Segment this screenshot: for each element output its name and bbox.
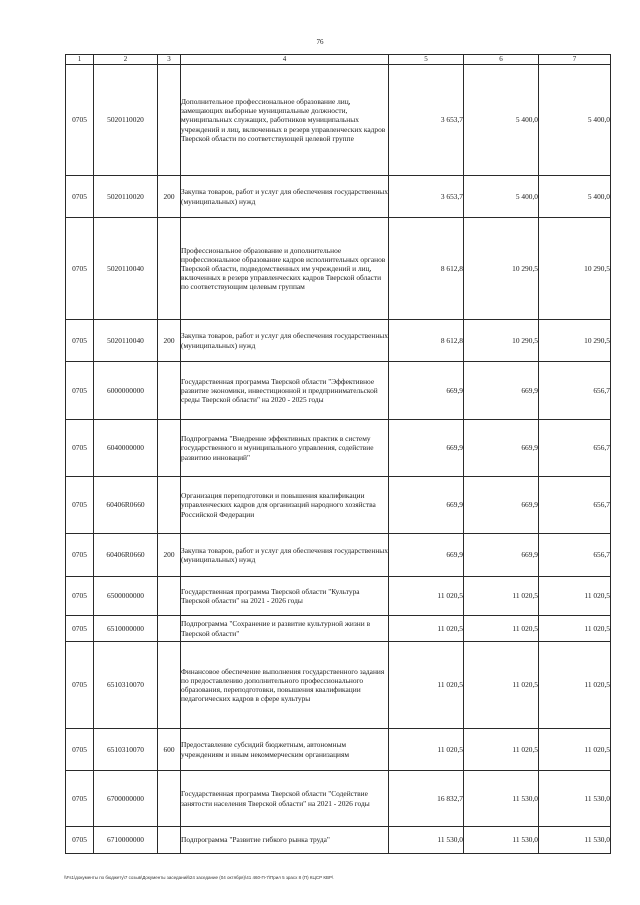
amount-col7: 656,7: [539, 362, 611, 420]
table-row: [66, 176, 611, 218]
col-header-5: 5: [389, 55, 464, 65]
table-row: [66, 420, 611, 477]
amount-col5: 8 612,8: [389, 320, 464, 362]
amount-col7: 11 020,5: [539, 642, 611, 729]
amount-col5: 669,9: [389, 362, 464, 420]
expense-type: [158, 218, 181, 320]
target-code: 5020110040: [94, 320, 158, 362]
item-name: Дополнительное профессиональное образование лиц, замещающих выборные муниципальные должности, муниципальных служащих, работников муниципальных учреждений и лиц, включенных в резерв управленческих кадров Тверской области по соответствующей целевой группе: [181, 65, 389, 176]
expense-type: [158, 65, 181, 176]
amount-col5: 669,9: [389, 420, 464, 477]
section-code: 0705: [66, 616, 94, 642]
amount-col6: 11 530,0: [464, 771, 539, 827]
expense-type: 200: [158, 176, 181, 218]
page-number: 76: [316, 38, 324, 46]
budget-table: [65, 54, 611, 854]
amount-col6: 10 290,5: [464, 218, 539, 320]
table-row: [66, 642, 611, 729]
target-code: 6510310070: [94, 729, 158, 771]
amount-col6: 5 400,0: [464, 65, 539, 176]
amount-col6: 11 020,5: [464, 642, 539, 729]
col-header-2: 2: [94, 55, 158, 65]
target-code: 6500000000: [94, 577, 158, 616]
col-header-3: 3: [158, 55, 181, 65]
item-name: Профессиональное образование и дополнительное профессиональное образование кадров исполнительных органов Тверской области, подведомственных им учреждений и лиц, включенных в резерв управленческих кадров Тверской области по соответствующим целевым группам: [181, 218, 389, 320]
amount-col7: 11 530,0: [539, 827, 611, 854]
expense-type: [158, 616, 181, 642]
amount-col6: 11 020,5: [464, 616, 539, 642]
table-row: [66, 65, 611, 176]
amount-col6: 5 400,0: [464, 176, 539, 218]
target-code: 6510310070: [94, 642, 158, 729]
amount-col7: 656,7: [539, 477, 611, 534]
amount-col5: 11 020,5: [389, 642, 464, 729]
expense-type: 200: [158, 320, 181, 362]
file-path-footer: \\Fs1\документы по бюджету\7 созыв\Документы заседаний\24 заседание (04 октября)\41 460-П-7\Прил 5 зрасх 8 (П) КЦСР КВР\: [64, 875, 334, 880]
item-name: Подпрограмма "Развитие гибкого рынка труда": [181, 827, 389, 854]
amount-col5: 11 020,5: [389, 577, 464, 616]
expense-type: 200: [158, 534, 181, 577]
table-row: [66, 577, 611, 616]
section-code: 0705: [66, 534, 94, 577]
table-row: [66, 729, 611, 771]
table-row: [66, 827, 611, 854]
expense-type: [158, 362, 181, 420]
target-code: 60406R0660: [94, 534, 158, 577]
amount-col5: 11 020,5: [389, 729, 464, 771]
col-header-6: 6: [464, 55, 539, 65]
expense-type: [158, 771, 181, 827]
amount-col5: 3 653,7: [389, 65, 464, 176]
table-header-row: [66, 55, 611, 65]
target-code: 6040000000: [94, 420, 158, 477]
section-code: 0705: [66, 827, 94, 854]
item-name: Закупка товаров, работ и услуг для обеспечения государственных (муниципальных) нужд: [181, 534, 389, 577]
table-row: [66, 362, 611, 420]
section-code: 0705: [66, 362, 94, 420]
target-code: 5020110020: [94, 176, 158, 218]
target-code: 5020110040: [94, 218, 158, 320]
expense-type: [158, 827, 181, 854]
target-code: 60406R0660: [94, 477, 158, 534]
amount-col6: 11 020,5: [464, 729, 539, 771]
table-row: [66, 477, 611, 534]
section-code: 0705: [66, 420, 94, 477]
item-name: Государственная программа Тверской области "Содействие занятости населения Тверской области" на 2021 - 2026 годы: [181, 771, 389, 827]
table-row: [66, 534, 611, 577]
amount-col6: 669,9: [464, 477, 539, 534]
amount-col5: 11 020,5: [389, 616, 464, 642]
item-name: Закупка товаров, работ и услуг для обеспечения государственных (муниципальных) нужд: [181, 176, 389, 218]
section-code: 0705: [66, 577, 94, 616]
section-code: 0705: [66, 729, 94, 771]
section-code: 0705: [66, 320, 94, 362]
amount-col7: 11 020,5: [539, 577, 611, 616]
amount-col7: 656,7: [539, 420, 611, 477]
amount-col7: 11 530,0: [539, 771, 611, 827]
section-code: 0705: [66, 218, 94, 320]
amount-col6: 11 530,0: [464, 827, 539, 854]
section-code: 0705: [66, 477, 94, 534]
col-header-4: 4: [181, 55, 389, 65]
amount-col5: 16 832,7: [389, 771, 464, 827]
amount-col7: 11 020,5: [539, 729, 611, 771]
amount-col7: 10 290,5: [539, 218, 611, 320]
amount-col5: 8 612,8: [389, 218, 464, 320]
amount-col6: 669,9: [464, 534, 539, 577]
item-name: Организация переподготовки и повышения квалификации управленческих кадров для организаций народного хозяйства Российской Федерации: [181, 477, 389, 534]
table-row: [66, 320, 611, 362]
amount-col6: 10 290,5: [464, 320, 539, 362]
table-row: [66, 616, 611, 642]
item-name: Государственная программа Тверской области "Культура Тверской области" на 2021 - 2026 годы: [181, 577, 389, 616]
amount-col5: 11 530,0: [389, 827, 464, 854]
target-code: 6510000000: [94, 616, 158, 642]
amount-col5: 669,9: [389, 477, 464, 534]
target-code: 5020110020: [94, 65, 158, 176]
target-code: 6000000000: [94, 362, 158, 420]
expense-type: [158, 642, 181, 729]
amount-col5: 3 653,7: [389, 176, 464, 218]
col-header-1: 1: [66, 55, 94, 65]
item-name: Подпрограмма "Внедрение эффективных практик в систему государственного и муниципального управления, содействие развитию инноваций": [181, 420, 389, 477]
target-code: 6710000000: [94, 827, 158, 854]
section-code: 0705: [66, 65, 94, 176]
amount-col6: 11 020,5: [464, 577, 539, 616]
expense-type: 600: [158, 729, 181, 771]
expense-type: [158, 577, 181, 616]
item-name: Предоставление субсидий бюджетным, автономным учреждениям и иным некоммерческим организациям: [181, 729, 389, 771]
amount-col6: 669,9: [464, 362, 539, 420]
amount-col7: 5 400,0: [539, 65, 611, 176]
amount-col6: 669,9: [464, 420, 539, 477]
amount-col7: 656,7: [539, 534, 611, 577]
table-row: [66, 771, 611, 827]
item-name: Финансовое обеспечение выполнения государственного задания по предоставлению дополнительного профессионального образования, переподготовки, повышения квалификации педагогических кадров в сфере культуры: [181, 642, 389, 729]
item-name: Государственная программа Тверской области "Эффективное развитие экономики, инвестиционной и предпринимательской среды Тверской области" на 2020 - 2025 годы: [181, 362, 389, 420]
section-code: 0705: [66, 176, 94, 218]
col-header-7: 7: [539, 55, 611, 65]
target-code: 6700000000: [94, 771, 158, 827]
expense-type: [158, 420, 181, 477]
section-code: 0705: [66, 642, 94, 729]
amount-col7: 5 400,0: [539, 176, 611, 218]
amount-col5: 669,9: [389, 534, 464, 577]
item-name: Подпрограмма "Сохранение и развитие культурной жизни в Тверской области": [181, 616, 389, 642]
item-name: Закупка товаров, работ и услуг для обеспечения государственных (муниципальных) нужд: [181, 320, 389, 362]
amount-col7: 11 020,5: [539, 616, 611, 642]
expense-type: [158, 477, 181, 534]
table-row: [66, 218, 611, 320]
amount-col7: 10 290,5: [539, 320, 611, 362]
section-code: 0705: [66, 771, 94, 827]
